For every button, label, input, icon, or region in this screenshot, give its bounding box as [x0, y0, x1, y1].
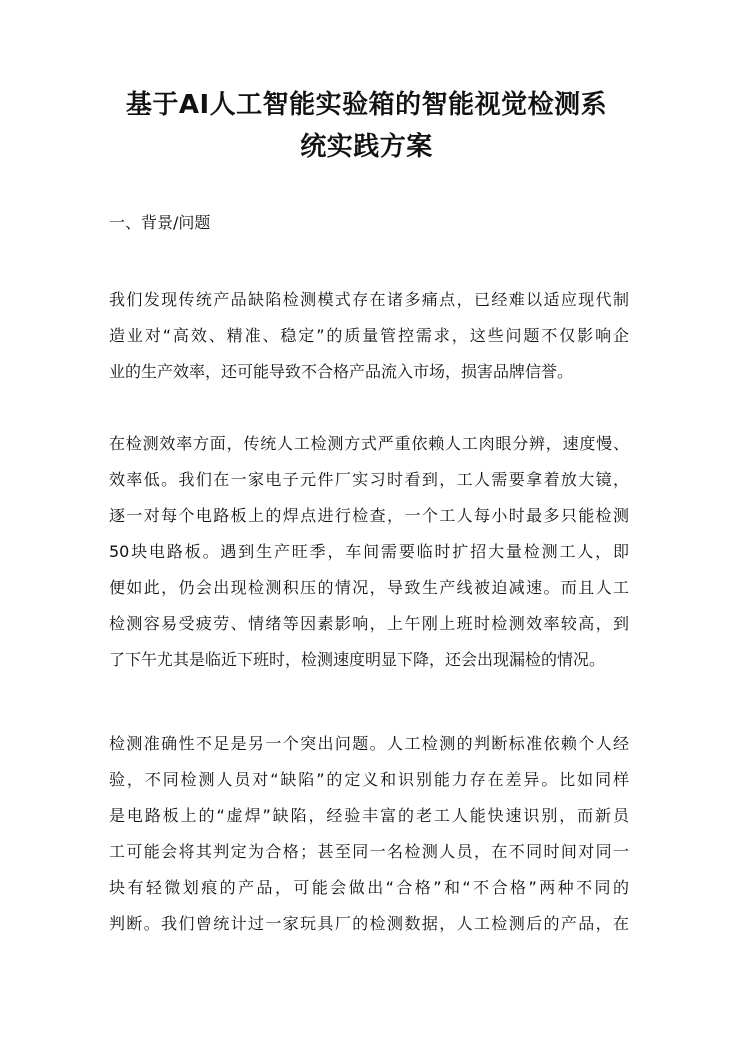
text-line: 检测容易受疲劳、情绪等因素影响，上午刚上班时检测效率较高，到: [109, 614, 629, 633]
text-line: 验，不同检测人员对“缺陷”的定义和识别能力存在差异。比如同样: [109, 770, 629, 789]
title-line: 统实践方案: [300, 132, 433, 162]
text-line: 我们发现传统产品缺陷检测模式存在诸多痛点，已经难以适应现代制: [109, 290, 629, 309]
text-line: 块有轻微划痕的产品，可能会做出“合格”和“不合格”两种不同的: [109, 878, 629, 897]
text-line: 是电路板上的“虚焊”缺陷，经验丰富的老工人能快速识别，而新员: [109, 806, 629, 825]
text-line: 检测准确性不足是另一个突出问题。人工检测的判断标准依赖个人经: [109, 734, 629, 753]
text-line: 工可能会将其判定为合格；甚至同一名检测人员，在不同时间对同一: [109, 842, 629, 861]
text-line: 在检测效率方面，传统人工检测方式严重依赖人工肉眼分辨，速度慢、: [109, 434, 629, 453]
text-line: 便如此，仍会出现检测积压的情况，导致生产线被迫减速。而且人工: [109, 578, 629, 597]
paragraph-2: [109, 426, 629, 678]
text-line: 业的生产效率，还可能导致不合格产品流入市场，损害品牌信誉。: [109, 362, 574, 381]
text-line: 逐一对每个电路板上的焊点进行检查，一个工人每小时最多只能检测: [109, 506, 629, 525]
text-line: 了下午尤其是临近下班时，检测速度明显下降，还会出现漏检的情况。: [109, 650, 606, 669]
text-line: 判断。我们曾统计过一家玩具厂的检测数据，人工检测后的产品，在: [109, 914, 629, 933]
text-line: 造业对“高效、精准、稳定”的质量管控需求，这些问题不仅影响企: [109, 326, 629, 345]
document-title: [100, 84, 633, 168]
text-line: 效率低。我们在一家电子元件厂实习时看到，工人需要拿着放大镜，: [109, 470, 629, 489]
paragraph-1: [109, 282, 629, 390]
title-line: 基于AI人工智能实验箱的智能视觉检测系: [125, 90, 608, 120]
text-line: 50块电路板。遇到生产旺季，车间需要临时扩招大量检测工人，即: [109, 542, 629, 561]
section-heading: 一、背景/问题: [109, 213, 211, 232]
paragraph-3: [109, 726, 629, 942]
